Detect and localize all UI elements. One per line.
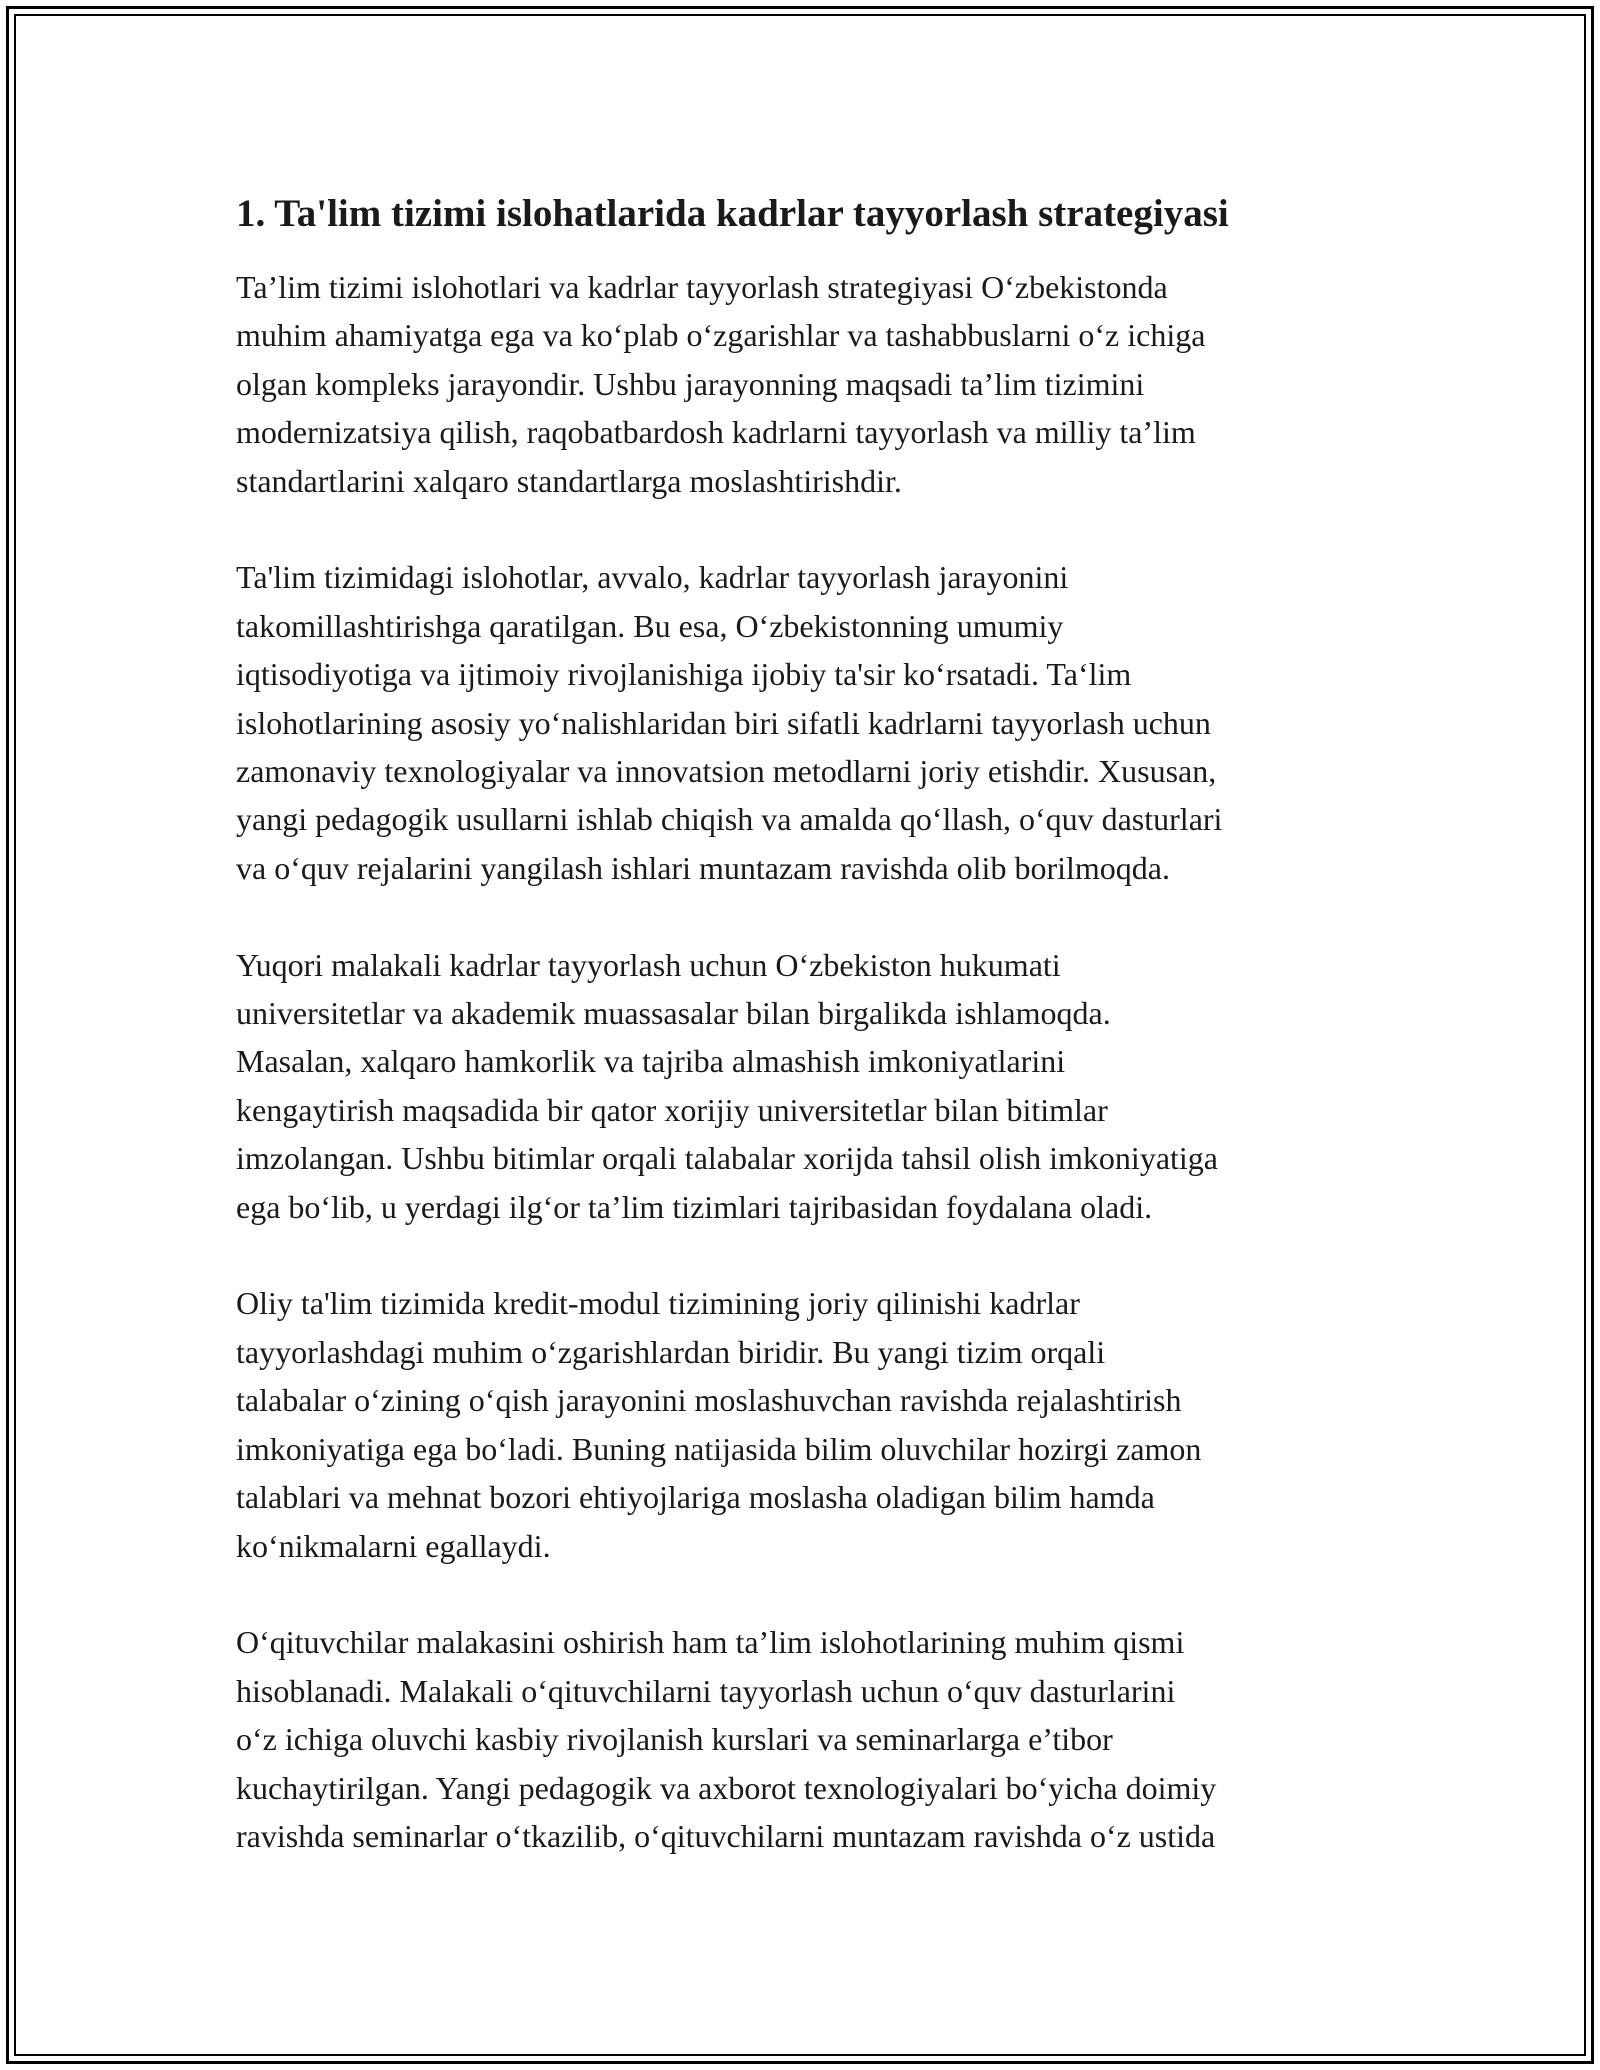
text-line: standartlarini xalqaro standartlarga moslashtirishdir. bbox=[236, 462, 902, 499]
text-line: hisoblanadi. Malakali o‘qituvchilarni tayyorlash uchun o‘quv dasturlarini bbox=[236, 1672, 1176, 1709]
text-line: talablari va mehnat bozori ehtiyojlariga moslasha oladigan bilim hamda bbox=[236, 1479, 1155, 1516]
text-line: Ta’lim tizimi islohotlari va kadrlar tayyorlash strategiyasi O‘zbekistonda bbox=[236, 269, 1168, 305]
text-line: iqtisodiyotiga va ijtimoiy rivojlanishiga ijobiy ta'sir ko‘rsatadi. Ta‘lim bbox=[236, 656, 1132, 693]
text-line: imkoniyatiga ega bo‘ladi. Buning natijasida bilim oluvchilar hozirgi zamon bbox=[236, 1430, 1202, 1467]
text-line: O‘qituvchilar malakasini oshirish ham ta’lim islohotlarining muhim qismi bbox=[236, 1624, 1185, 1661]
paragraph-1 bbox=[236, 263, 1386, 505]
text-line: Oliy ta'lim tizimida kredit-modul tizimining joriy qilinishi kadrlar bbox=[236, 1285, 1080, 1322]
text-line: talabalar o‘zining o‘qish jarayonini moslashuvchan ravishda rejalashtirish bbox=[236, 1382, 1182, 1419]
text-line: Yuqori malakali kadrlar tayyorlash uchun O‘zbekiston hukumati bbox=[236, 946, 1061, 983]
text-line: Masalan, xalqaro hamkorlik va tajriba almashish imkoniyatlarini bbox=[236, 1043, 1066, 1080]
text-line: va o‘quv rejalarini yangilash ishlari muntazam ravishda olib borilmoqda. bbox=[236, 849, 1170, 886]
text-line: kengaytirish maqsadida bir qator xorijiy universitetlar bilan bitimlar bbox=[236, 1091, 1108, 1128]
text-line: imzolangan. Ushbu bitimlar orqali talabalar xorijda tahsil olish imkoniyatiga bbox=[236, 1140, 1218, 1177]
text-line: universitetlar va akademik muassasalar bilan birgalikda ishlamoqda. bbox=[236, 995, 1111, 1032]
text-line: zamonaviy texnologiyalar va innovatsion metodlarni joriy etishdir. Xususan, bbox=[236, 753, 1217, 790]
text-line: tayyorlashdagi muhim o‘zgarishlardan biridir. Bu yangi tizim orqali bbox=[236, 1333, 1106, 1370]
paragraph-4 bbox=[236, 1279, 1386, 1569]
document-title: 1. Ta'lim tizimi islohatlarida kadrlar tayyorlash strategiyasi bbox=[236, 192, 1229, 235]
paragraph-2 bbox=[236, 553, 1386, 892]
text-line: olgan kompleks jarayondir. Ushbu jarayonning maqsadi ta’lim tizimini bbox=[236, 365, 1145, 402]
paragraph-3 bbox=[236, 941, 1386, 1231]
text-line: Ta'lim tizimidagi islohotlar, avvalo, kadrlar tayyorlash jarayonini bbox=[236, 559, 1069, 596]
text-line: yangi pedagogik usullarni ishlab chiqish va amalda qo‘llash, o‘quv dasturlari bbox=[236, 801, 1223, 838]
document-body bbox=[236, 185, 1386, 1909]
text-line: kuchaytirilgan. Yangi pedagogik va axborot texnologiyalari bo‘yicha doimiy bbox=[236, 1769, 1217, 1806]
text-line: takomillashtirishga qaratilgan. Bu esa, O‘zbekistonning umumiy bbox=[236, 607, 1064, 644]
text-line: o‘z ichiga oluvchi kasbiy rivojlanish kurslari va seminarlarga e’tibor bbox=[236, 1721, 1113, 1758]
text-line: ravishda seminarlar o‘tkazilib, o‘qituvchilarni muntazam ravishda o‘z ustida bbox=[236, 1817, 1216, 1854]
text-line: ko‘nikmalarni egallaydi. bbox=[236, 1527, 551, 1564]
text-line: islohotlarining asosiy yo‘nalishlaridan biri sifatli kadrlarni tayyorlash uchun bbox=[236, 704, 1211, 741]
text-line: ega bo‘lib, u yerdagi ilg‘or ta’lim tizimlari tajribasidan foydalana oladi. bbox=[236, 1188, 1153, 1225]
paragraph-5 bbox=[236, 1618, 1386, 1860]
text-line: muhim ahamiyatga ega va ko‘plab o‘zgarishlar va tashabbuslarni o‘z ichiga bbox=[236, 317, 1206, 354]
text-line: modernizatsiya qilish, raqobatbardosh kadrlarni tayyorlash va milliy ta’lim bbox=[236, 414, 1196, 451]
